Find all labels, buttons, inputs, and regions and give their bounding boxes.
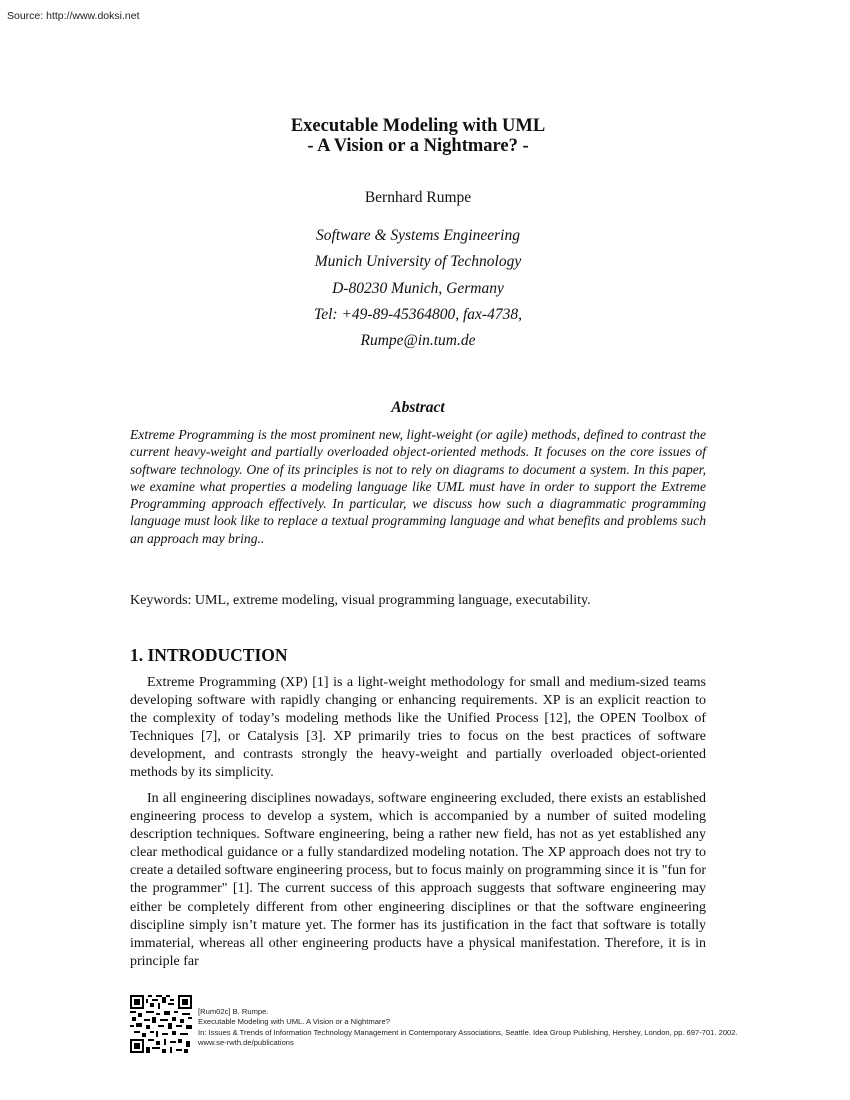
citation-ref: [Rum02c] B. Rumpe. [198, 1007, 269, 1016]
abstract-text: Extreme Programming is the most prominent new, light-weight (or agile) methods, defined to contrast the current heavy-weight and partially overloaded object-oriented methods. It focuses on the core issues of software technology. One of its principles is not to rely on diagrams to document a system. In this paper, we examine what properties a modeling language like UML must have in order to support the Extreme Programming approach effectively. In particular, we discuss how such a diagrammatic programming language must look like to replace a textual programming language and what benefits and problems such an approach may bring.. [130, 427, 706, 546]
citation-title: Executable Modeling with UML. A Vision or a Nightmare? [198, 1017, 390, 1027]
affiliation-university: Munich University of Technology [314, 253, 522, 271]
affiliation-department: Software & Systems Engineering [316, 227, 520, 244]
affiliation-address: D-80230 Munich, Germany [332, 279, 504, 297]
body-paragraph-2: In all engineering disciplines nowadays, software engineering excluded, there exists an established engineering process to develop a system, which is accompanied by a number of suited modeling description techniques. Software engineering, being a rather new field, has not as yet established any clear methodical guidance or a fully standardized modeling notation. The XP approach does not try to create a detailed software engineering process, but to focus mainly on programming since it is "fun for the programmer" [1]. The current success of this approach suggests that software engineering may either be completely different from other engineering disciplines or that the software engineering discipline simply isn’t mature yet. The former has its justification in the fact that software is totally immaterial, whereas all other engineering products have a physical manifestation. Therefore, it is in principle far [130, 791, 706, 969]
source-label: Source: http://www.doksi.net [7, 10, 140, 22]
qr-code-icon [130, 995, 192, 1053]
citation-url: www.se-rwth.de/publications [198, 1037, 294, 1047]
citation-venue: In: Issues & Trends of Information Technology Management in Contemporary Associations, Seattle. Idea Group Publishing, Hershey, London, pp. 697-701. 2002. [198, 1027, 738, 1037]
body-paragraph-1: Extreme Programming (XP) [1] is a light-weight methodology for small and medium-sized teams developing software with rapidly changing or enhancing requirements. XP is an explicit reaction to the complexity of today’s modeling methods like the Unified Process [12], the OPEN Toolbox of Techniques [7], or Catalysis [3]. XP primarily tries to focus on the best practices of software development, and contrasts strongly the heavy-weight and partially overloaded object-oriented methods by its simplicity. [130, 675, 706, 781]
author-name: Bernhard Rumpe [364, 189, 472, 206]
citation-block [198, 1007, 738, 1048]
affiliation-block [0, 223, 836, 354]
affiliation-email: Rumpe@in.tum.de [360, 332, 476, 350]
section-heading: 1. INTRODUCTION [130, 645, 288, 665]
title-line-2: - A Vision or a Nightmare? - [307, 136, 529, 156]
title-line-1: Executable Modeling with UML [290, 116, 546, 136]
paper-title [0, 116, 836, 156]
affiliation-phone: Tel: +49-89-45364800, fax-4738, [314, 305, 522, 323]
abstract-heading: Abstract [391, 399, 445, 416]
keywords: Keywords: UML, extreme modeling, visual programming language, executability. [130, 593, 591, 608]
